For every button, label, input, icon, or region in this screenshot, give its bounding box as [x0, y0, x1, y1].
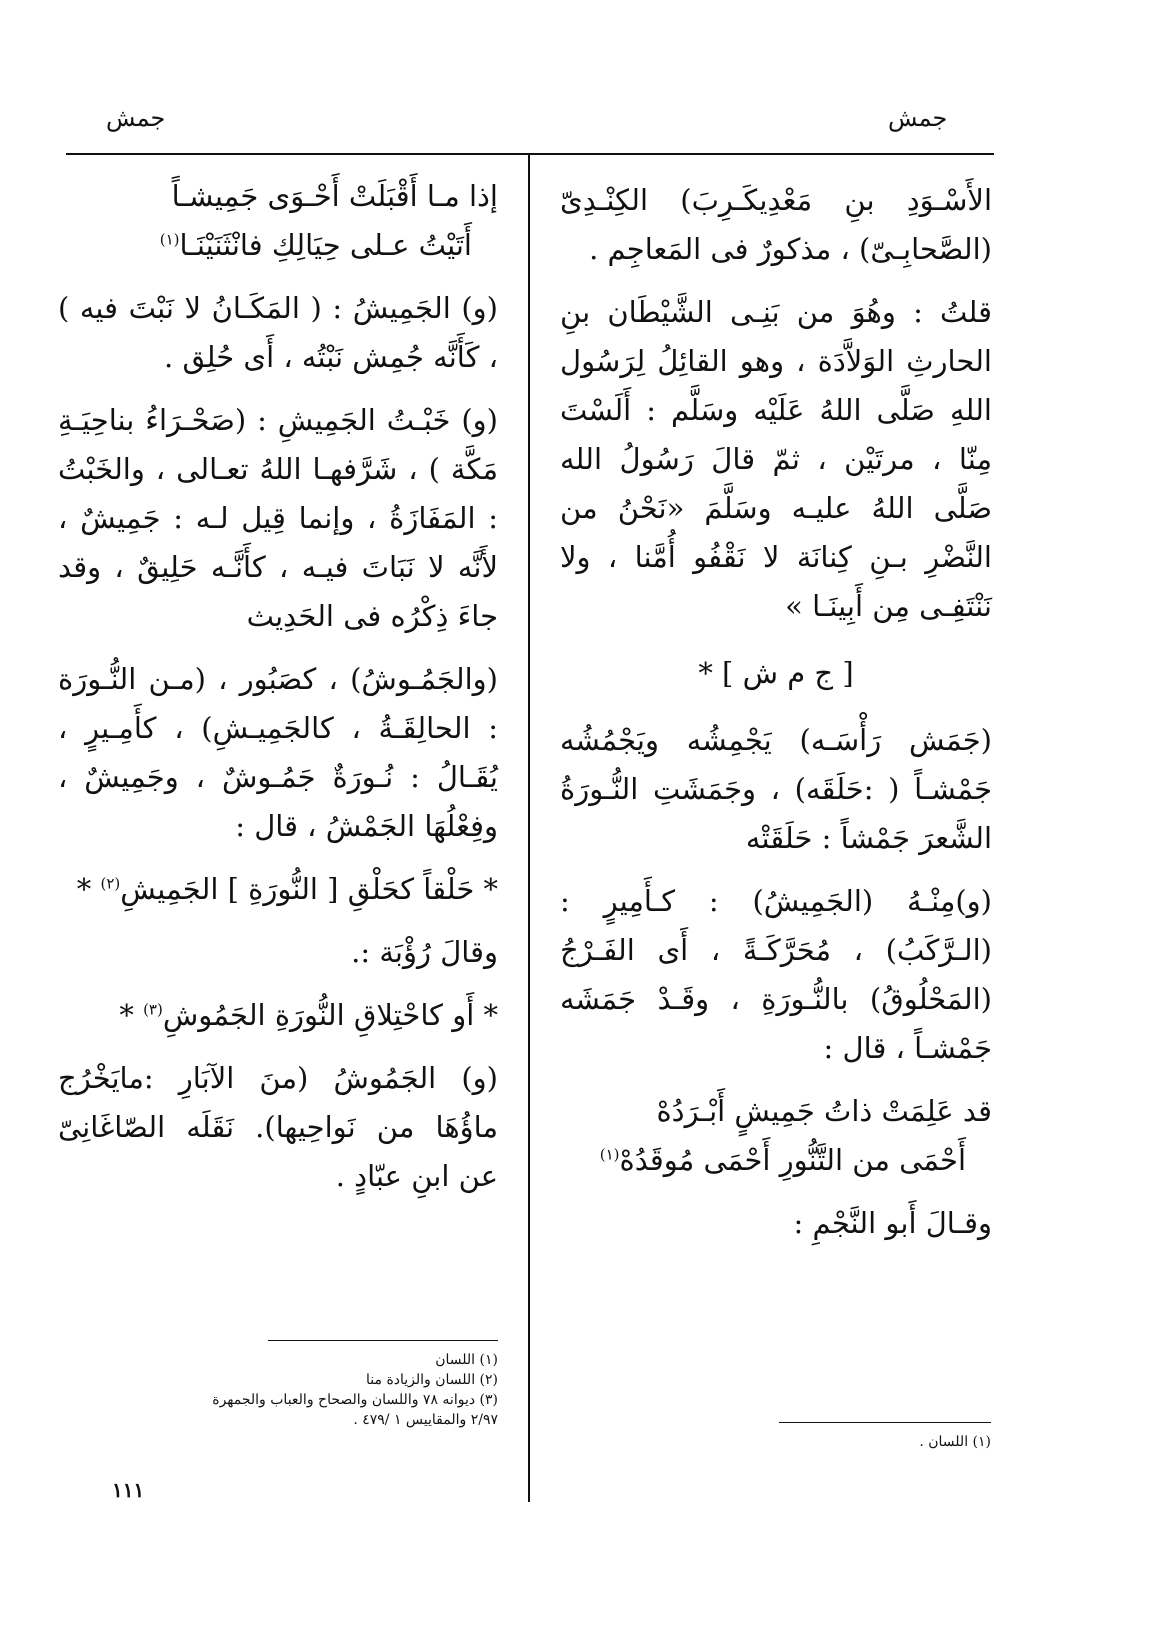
- left-paragraph-5: (و) الجَمُوشُ (منَ الآبَارِ :مايَخْرُج ماؤُهَا من نَواحِيها). نَقَلَه الصّاغَانِىّ عن ابنِ عبّادٍ .: [58, 1061, 498, 1193]
- left-column: [58, 172, 498, 1215]
- verse-line-1: قد عَلِمَتْ ذاتُ جَمِيشٍ أَبْـرَدُهْ: [656, 1094, 992, 1128]
- running-header-right: جمش: [888, 104, 948, 132]
- verse-line-2: [560, 1136, 992, 1185]
- footnote-marker: (٢): [100, 874, 121, 893]
- right-paragraph-1: الأَسْـوَدِ بنِ مَعْدِيكَـرِبَ) الكِنْـدِىّ (الصَّحابِـىّ) ، مذكورٌ فى المَعاجِم .: [560, 183, 992, 266]
- left-paragraph-4: وقالَ رُؤْبَة :.: [351, 935, 498, 969]
- footnote-marker: (١): [599, 1145, 620, 1164]
- footnote-rule-left: [268, 1340, 498, 1341]
- hemistich-2-star: *: [119, 998, 134, 1032]
- hemistich-1-text: * حَلْقاً كحَلْقِ [ النُّورَةِ ] الجَمِيشِ: [120, 872, 498, 906]
- column-divider: [528, 154, 530, 1502]
- verse-line-2-text: أَتَيْتُ عـلى حِيَالِكِ فانْثَنَيْنَـا: [179, 228, 472, 262]
- footnotes-left: [40, 1350, 498, 1430]
- right-paragraph-3: (جَمَش رَأْسَـه) يَجْمِشُه ويَجْمُشُه جَمْشـاً ( :حَلَقَه) ، وجَمَشَتِ النُّـورَةُ الشَّعرَ جَمْشاً : حَلَقَتْه: [560, 723, 992, 855]
- left-paragraph-3: (والجَمُـوشُ) ، كصَبُور ، (مـن النُّـورَة : الحالِقَـةُ ، كالجَمِيـشِ) ، كأَمِـيرٍ ، يُقَـالُ : نُـورَةٌ جَمُـوشٌ ، وجَمِيشٌ ، وفِعْلُهَا الجَمْشُ ، قال :: [58, 662, 498, 843]
- footnote-item: ٢/٩٧ والمقاييس ١ /٤٧٩ .: [353, 1412, 498, 1428]
- left-verse: [58, 172, 498, 270]
- right-paragraph-4: (و)مِنْـهُ (الجَمِيشُ) : كـأَمِيرٍ : (الـرَّكَبُ) ، مُحَرَّكَـةً ، أَى الفَـرْجُ (المَحْلُوقُ) بالنُّـورَةِ ، وقَـدْ جَمَشَه جَمْشـاً ، قال :: [560, 884, 992, 1065]
- verse-line-2: [58, 221, 498, 270]
- running-header-left: جمش: [106, 104, 166, 132]
- hemistich-2-text: * أَو كاحْتِلاقِ النُّورَةِ الجَمُوشِ: [162, 998, 498, 1032]
- right-paragraph-2: قلتُ : وهُوَ من بَنِـى الشَّيْطَان بنِ الحارثِ الوَلاَّدَة ، وهو القائِلُ لِرَسُول اللهِ صَلَّى اللهُ عَلَيْه وسَلَّم : أَلَسْتَ مِنّا ، مرتَيْن ، ثمّ قالَ رَسُولُ الله صَلَّى اللهُ عليـه وسَلَّمَ «نَحْنُ من النَّضْرِ بـنِ كِنانَة لا نَقْفُو أُمَّنا ، ولا نَنْتَفِـى مِن أَبِينَـا »: [560, 295, 992, 623]
- entry-heading: [ ج م ش ] *: [698, 656, 854, 690]
- footnote-rule-right: [779, 1422, 991, 1423]
- left-paragraph-2: (و) خَبْـتُ الجَمِيشِ : (صَحْـرَاءُ بناحِيَـةِ مَكَّة ) ، شَرَّفهـا اللهُ تعـالى ، والخَبْتُ : المَفَازَةُ ، وإنما قِيل لـه : جَمِيشٌ ، لأَنَّه لا نَبَاتَ فيـه ، كأَنَّـه حَلِيقٌ ، وقد جاءَ ذِكْرُه فى الحَدِيث: [58, 403, 498, 633]
- footnote-marker: (٣): [143, 1000, 163, 1019]
- footnote-item: (١) اللسان: [435, 1352, 498, 1368]
- footnote-marker: (١): [159, 230, 180, 249]
- verse-line-2-text: أَحْمَى من التَّنُّورِ أَحْمَى مُوقَدُهْ: [619, 1143, 966, 1177]
- footnote-item: (٢) اللسان والزيادة منا: [366, 1372, 498, 1388]
- right-paragraph-5: وقـالَ أَبو النَّجْمِ :: [793, 1206, 992, 1240]
- hemistich-1: [58, 865, 498, 914]
- right-verse: [560, 1087, 992, 1185]
- hemistich-1-star: *: [76, 872, 92, 906]
- footnotes-right: [779, 1432, 991, 1452]
- footnote-item: (٣) ديوانه ٧٨ واللسان والصحاح والعباب والجمهرة: [212, 1392, 498, 1408]
- header-rule: [66, 153, 994, 155]
- left-paragraph-1: (و) الجَمِيشُ : ( المَكَـانُ لا نَبْتَ فيه ) ، كَأَنَّه جُمِش نَبْتُه ، أَى حُلِق .: [58, 291, 498, 374]
- hemistich-2: [58, 991, 498, 1040]
- right-column: [560, 176, 992, 1262]
- page-number: ١١١: [112, 1478, 145, 1502]
- footnote-item: (١) اللسان .: [919, 1434, 991, 1450]
- verse-line-1: إذا مـا أَقْبَلَتْ أَحْـوَى جَمِيشـاً: [171, 179, 498, 213]
